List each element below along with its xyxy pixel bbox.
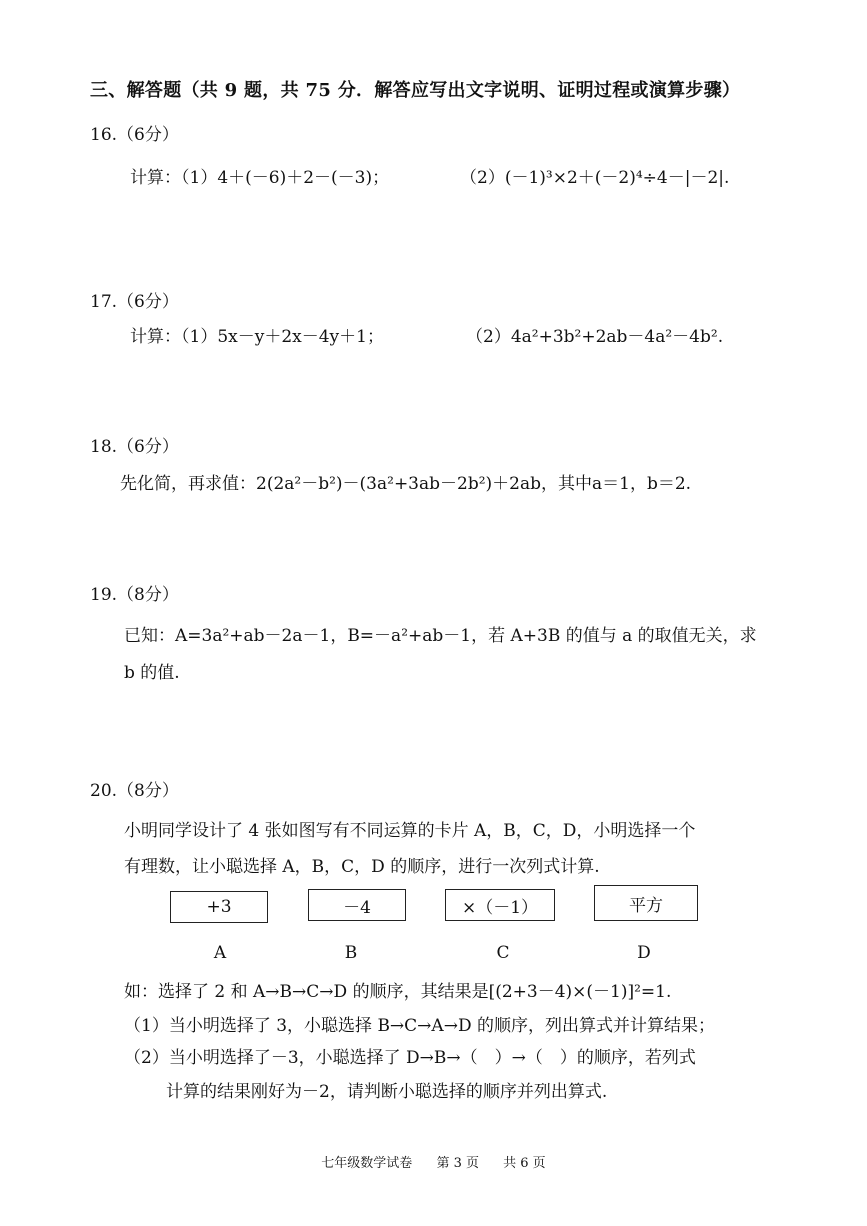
card-a [170, 891, 268, 923]
question-20-number: 20.（8分） [90, 781, 179, 801]
card-b-text: －4 [343, 897, 371, 918]
card-c-label: C [496, 943, 510, 963]
card-c [445, 889, 555, 921]
question-19-line-1: 已知：A=3a²+ab－2a－1，B=－a²+ab－1，若 A+3B 的值与 a 的取值无关，求 [124, 626, 757, 646]
footer-page: 第 3 页 [436, 1156, 479, 1171]
question-20-line-1: 小明同学设计了 4 张如图写有不同运算的卡片 A，B，C，D，小明选择一个 [124, 821, 696, 841]
question-16-part-2: （2）(－1)³×2＋(－2)⁴÷4－|－2|. [460, 168, 730, 188]
card-c-text: ×（－1） [461, 897, 539, 918]
card-d-text: 平方 [629, 895, 663, 916]
card-d-label: D [637, 943, 651, 963]
question-20-sub-1: （1）当小明选择了 3，小聪选择 B→C→A→D 的顺序，列出算式并计算结果； [124, 1016, 715, 1036]
question-18-number: 18.（6分） [90, 437, 179, 457]
card-a-text: +3 [206, 897, 232, 917]
question-17-number: 17.（6分） [90, 292, 179, 312]
question-20-sub-2: （2）当小明选择了－3，小聪选择了 D→B→（ ）→（ ）的顺序，若列式 [124, 1048, 696, 1068]
question-20-example: 如：选择了 2 和 A→B→C→D 的顺序，其结果是[(2+3－4)×(－1)]²=1. [124, 982, 672, 1002]
question-17-part-1: 计算：（1）5x－y＋2x－4y＋1； [130, 327, 384, 347]
question-16-part-1: 计算：（1）4＋(－6)＋2－(－3)； [130, 168, 390, 188]
question-17-part-2: （2）4a²+3b²+2ab－4a²－4b². [466, 327, 724, 347]
card-d [594, 885, 698, 921]
card-a-label: A [213, 943, 227, 963]
card-b [308, 889, 406, 921]
question-16-number: 16.（6分） [90, 125, 179, 145]
section-title: 三、解答题（共 9 题，共 75 分．解答应写出文字说明、证明过程或演算步骤） [90, 80, 741, 101]
question-20-line-2: 有理数，让小聪选择 A，B，C，D 的顺序，进行一次列式计算. [124, 857, 600, 877]
question-18-text: 先化简，再求值：2(2a²－b²)－(3a²+3ab－2b²)＋2ab，其中a＝1，b＝2. [120, 474, 692, 494]
footer-total: 共 6 页 [503, 1156, 546, 1171]
page-footer [0, 1152, 867, 1171]
question-19-number: 19.（8分） [90, 585, 179, 605]
card-b-label: B [344, 943, 358, 963]
footer-subject: 七年级数学试卷 [321, 1156, 413, 1171]
question-19-line-2: b 的值. [124, 663, 180, 683]
question-20-sub-2-cont: 计算的结果刚好为－2，请判断小聪选择的顺序并列出算式. [166, 1082, 608, 1102]
